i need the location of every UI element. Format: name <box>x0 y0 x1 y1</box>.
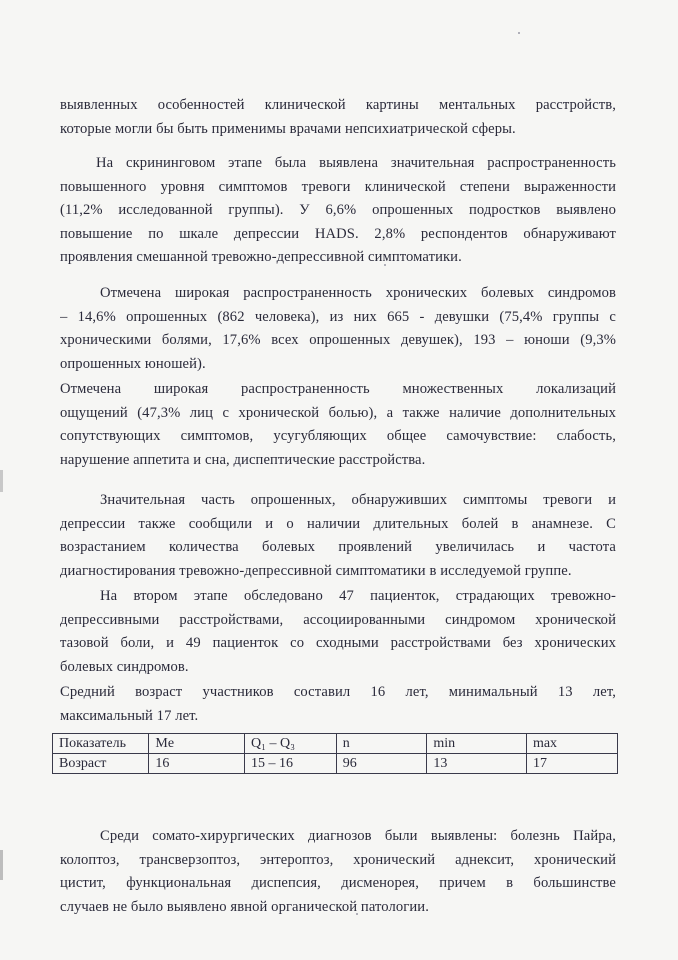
table-header-cell: Me <box>149 734 245 754</box>
text-line: хроническими болями, 17,6% всех опрошенных девушек), 193 – юноши (9,3% <box>60 332 616 348</box>
scan-edge-mark <box>0 470 3 492</box>
text-line: опрошенных юношей). <box>60 355 206 372</box>
table-row <box>53 754 618 774</box>
table-header-cell: n <box>336 734 427 754</box>
paragraph-diagnoses <box>60 825 616 919</box>
table-cell: 13 <box>427 754 527 774</box>
text-line: максимальный 17 лет. <box>60 707 199 724</box>
text-line: возрастанием количества болевых проявлений увеличилась и частота <box>60 539 616 555</box>
text-line: которые могли бы быть применимы врачами непсихиатрической сферы. <box>60 120 516 137</box>
text-line: случаев не было выявлено явной органической патологии. <box>60 898 429 915</box>
text-line: Отмечена широкая распространенность множественных локализаций <box>60 381 616 397</box>
text-line: Отмечена широкая распространенность хронических болевых синдромов <box>100 285 616 301</box>
table-cell: 15 – 16 <box>245 754 337 774</box>
paragraph-continuation <box>60 94 616 141</box>
text-line: ощущений (47,3% лиц с хронической болью), а также наличие дополнительных <box>60 404 616 421</box>
text-line: На втором этапе обследовано 47 пациенток, страдающих тревожно- <box>100 588 616 604</box>
table-header-cell: Показатель <box>53 734 149 754</box>
paragraph-screening <box>60 152 616 270</box>
text-line: нарушение аппетита и сна, диспептические расстройства. <box>60 451 426 468</box>
table-header-cell: max <box>526 734 617 754</box>
text-line: сопутствующих симптомов, усугубляющих общее самочувствие: слабость, <box>60 428 616 444</box>
text-line: Значительная часть опрошенных, обнаруживших симптомы тревоги и <box>100 492 616 508</box>
text-line: Средний возраст участников составил 16 лет, минимальный 13 лет, <box>60 684 616 700</box>
table-cell: Возраст <box>53 754 149 774</box>
text-line: повышение по шкале депрессии HADS. 2,8% респондентов обнаруживают <box>60 225 616 242</box>
text-line: депрессии также сообщили и о наличии длительных болей в анамнезе. С <box>60 515 616 532</box>
table-cell: 96 <box>336 754 427 774</box>
scan-edge-mark <box>0 850 3 880</box>
text-line: диагностирования тревожно-депрессивной симптоматики в исследуемой группе. <box>60 562 572 579</box>
text-line: выявленных особенностей клинической картины ментальных расстройств, <box>60 97 616 113</box>
text-line: (11,2% исследованной группы). У 6,6% опрошенных подростков выявлено <box>60 202 616 218</box>
age-statistics-table <box>52 733 618 774</box>
table-header-row <box>53 734 618 754</box>
text-line: болевых синдромов. <box>60 658 189 675</box>
text-line: депрессивными расстройствами, ассоциированными синдромом хронической <box>60 611 616 628</box>
paragraph-pain-prevalence <box>60 282 616 376</box>
paragraph-age <box>60 681 616 728</box>
table-cell: 17 <box>526 754 617 774</box>
text-line: – 14,6% опрошенных (862 человека), из них 665 - девушки (75,4% группы с <box>60 308 616 325</box>
scan-speck <box>518 32 520 34</box>
text-line: повышенного уровня симптомов тревоги клинической степени выраженности <box>60 178 616 195</box>
table-cell: 16 <box>149 754 245 774</box>
paragraph-second-stage <box>60 585 616 679</box>
text-line: На скрининговом этапе была выявлена значительная распространенность <box>96 155 616 171</box>
text-line: тазовой боли, и 49 пациенток со сходными расстройствами без хронических <box>60 635 616 651</box>
text-line: Среди сомато-хирургических диагнозов были выявлены: болезнь Пайра, <box>100 828 616 844</box>
paragraph-localizations <box>60 378 616 472</box>
table-header-cell: Q₁ – Q₃ <box>245 734 337 754</box>
table-header-cell: min <box>427 734 527 754</box>
text-line: проявления смешанной тревожно-депрессивной симптоматики. <box>60 249 462 265</box>
text-line: колоптоз, трансверзоптоз, энтероптоз, хронический аднексит, хронический <box>60 851 616 868</box>
text-line: цистит, функциональная диспепсия, дисменорея, причем в большинстве <box>60 875 616 891</box>
paragraph-anxiety-pain <box>60 489 616 583</box>
